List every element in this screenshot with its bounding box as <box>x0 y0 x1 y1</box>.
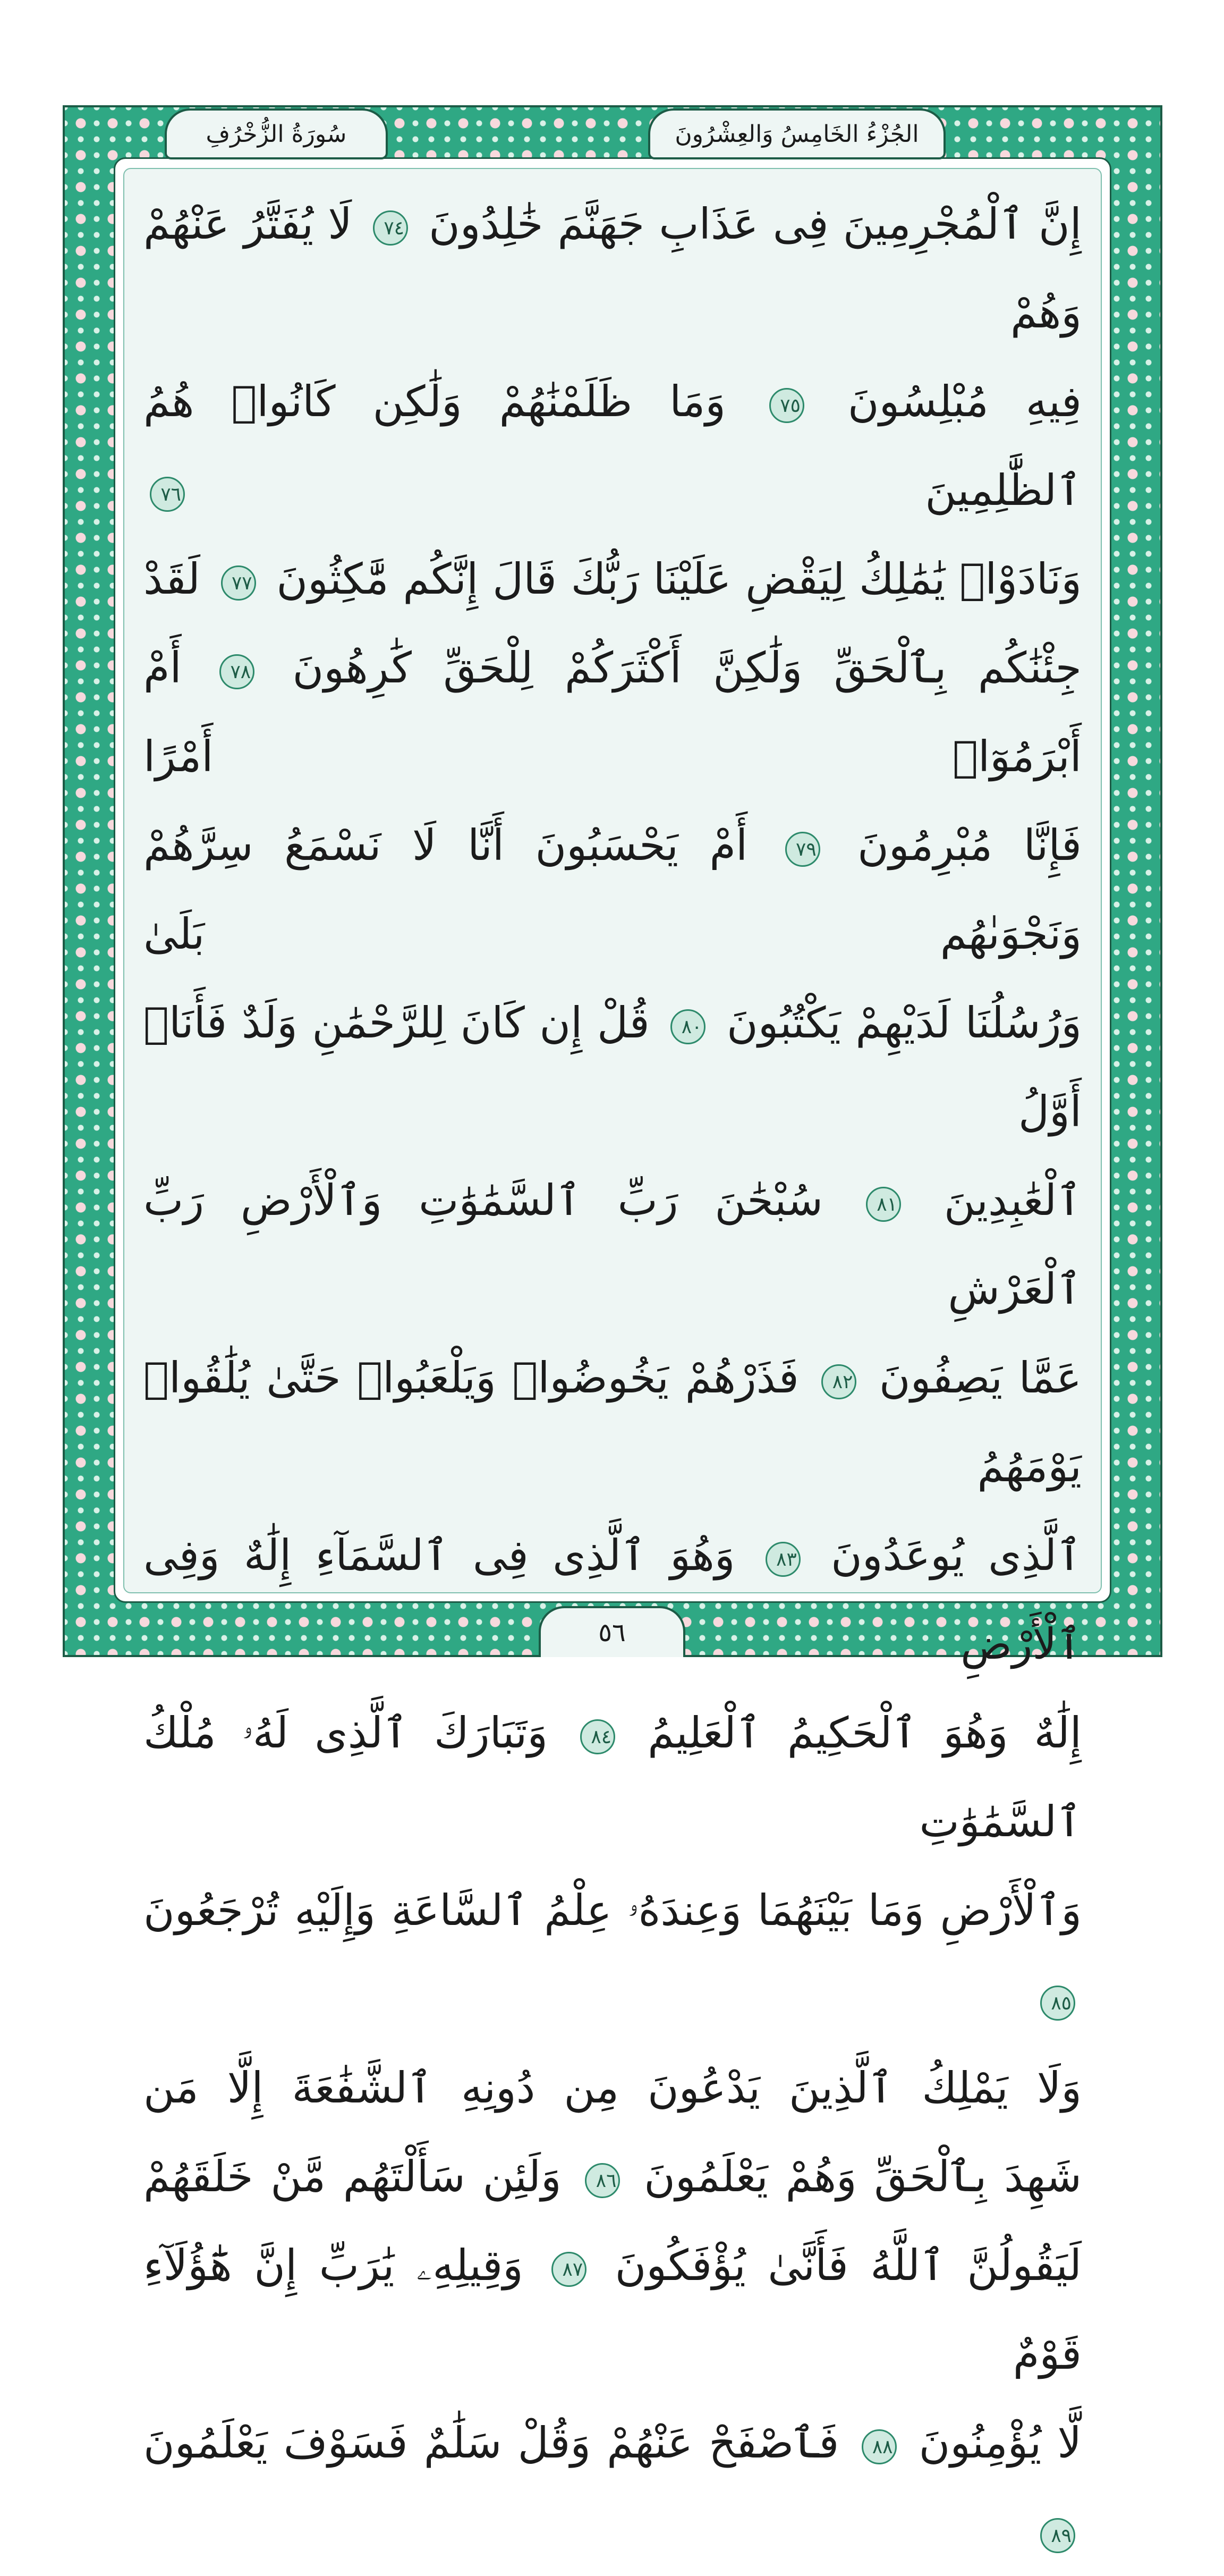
text-line: جِئْنَٰكُم بِٱلْحَقِّ وَلَٰكِنَّ أَكْثَرَكُمْ لِلْحَقِّ كَٰرِهُونَ ٧٨ أَمْ أَبْرَمُوٓا۟ أَمْرًا <box>143 643 1082 781</box>
text-line: عَمَّا يَصِفُونَ ٨٢ فَذَرْهُمْ يَخُوضُوا۟ وَيَلْعَبُوا۟ حَتَّىٰ يُلَٰقُوا۟ يَوْمَهُمُ <box>143 1353 1082 1491</box>
ayah-number-marker: ٧٩ <box>785 832 820 867</box>
ayah-number-marker: ٨٥ <box>1040 1986 1075 2021</box>
text-line: إِنَّ ٱلْمُجْرِمِينَ فِى عَذَابِ جَهَنَّمَ خَٰلِدُونَ ٧٤ لَا يُفَتَّرُ عَنْهُمْ وَهُمْ <box>143 199 1082 337</box>
text-line: فَإِنَّا مُبْرِمُونَ ٧٩ أَمْ يَحْسَبُونَ أَنَّا لَا نَسْمَعُ سِرَّهُمْ وَنَجْوَىٰهُم بَلَىٰ <box>143 821 1082 959</box>
ayah-number-marker: ٧٨ <box>219 654 254 689</box>
ayah-number-marker: ٧٦ <box>150 477 185 512</box>
text-line: شَهِدَ بِٱلْحَقِّ وَهُمْ يَعْلَمُونَ ٨٦ وَلَئِن سَأَلْتَهُم مَّنْ خَلَقَهُمْ <box>143 2152 1082 2201</box>
text-line: لَّا يُؤْمِنُونَ ٨٨ فَٱصْفَحْ عَنْهُمْ وَقُلْ سَلَٰمٌ فَسَوْفَ يَعْلَمُونَ ٨٩ <box>143 2398 1082 2576</box>
text-line: وَلَا يَمْلِكُ ٱلَّذِينَ يَدْعُونَ مِن دُونِهِ ٱلشَّفَٰعَةَ إِلَّا مَن <box>143 2063 1082 2113</box>
ayah-number-marker: ٧٥ <box>769 388 804 423</box>
ayah-number-marker: ٨٤ <box>580 1719 615 1754</box>
ayah-number-marker: ٨٠ <box>670 1009 706 1044</box>
ayah-number-marker: ٨١ <box>866 1187 901 1222</box>
text-line: وَرُسُلُنَا لَدَيْهِمْ يَكْتُبُونَ ٨٠ قُلْ إِن كَانَ لِلرَّحْمَٰنِ وَلَدٌ فَأَنَا۠ أَوَّلُ <box>143 998 1082 1136</box>
text-line: وَٱلْأَرْضِ وَمَا بَيْنَهُمَا وَعِندَهُۥ عِلْمُ ٱلسَّاعَةِ وَإِلَيْهِ تُرْجَعُونَ ٨٥ <box>143 1866 1082 2043</box>
juz-title: الجُزْءُ الخَامِسُ وَالعِشْرُونَ <box>648 108 946 159</box>
text-line: وَنَادَوْا۟ يَٰمَٰلِكُ لِيَقْضِ عَلَيْنَا رَبُّكَ قَالَ إِنَّكُم مَّٰكِثُونَ ٧٧ لَقَدْ <box>143 554 1082 604</box>
text-line: إِلَٰهٌ وَهُوَ ٱلْحَكِيمُ ٱلْعَلِيمُ ٨٤ وَتَبَارَكَ ٱلَّذِى لَهُۥ مُلْكُ ٱلسَّمَٰوَٰتِ <box>143 1708 1082 1846</box>
ayah-number-marker: ٨٧ <box>551 2252 586 2287</box>
ayah-number-marker: ٨٢ <box>821 1364 856 1399</box>
page-number: ٥٦ <box>539 1606 685 1657</box>
text-line: ٱلَّذِى يُوعَدُونَ ٨٣ وَهُوَ ٱلَّذِى فِى ٱلسَّمَآءِ إِلَٰهٌ وَفِى ٱلْأَرْضِ <box>143 1531 1082 1669</box>
ayah-number-marker: ٨٨ <box>862 2429 897 2464</box>
ayah-number-marker: ٨٦ <box>585 2163 620 2198</box>
ayah-number-marker: ٧٧ <box>221 565 256 601</box>
ayah-number-marker: ٧٤ <box>373 210 408 246</box>
text-line: فِيهِ مُبْلِسُونَ ٧٥ وَمَا ظَلَمْنَٰهُمْ وَلَٰكِن كَانُوا۟ هُمُ ٱلظَّٰلِمِينَ ٧٦ <box>143 377 1082 515</box>
text-line: ٱلْعَٰبِدِينَ ٨١ سُبْحَٰنَ رَبِّ ٱلسَّمَٰوَٰتِ وَٱلْأَرْضِ رَبِّ ٱلْعَرْشِ <box>143 1176 1082 1314</box>
ayah-number-marker: ٨٣ <box>766 1542 801 1577</box>
surah-title: سُورَةُ الزُّخْرُفِ <box>165 108 388 159</box>
text-line: لَيَقُولُنَّ ٱللَّهُ فَأَنَّىٰ يُؤْفَكُونَ ٨٧ وَقِيلِهِۦ يَٰرَبِّ إِنَّ هَٰٓؤُلَآءِ قَوْمٌ <box>143 2241 1082 2379</box>
ayah-number-marker: ٨٩ <box>1040 2518 1075 2553</box>
